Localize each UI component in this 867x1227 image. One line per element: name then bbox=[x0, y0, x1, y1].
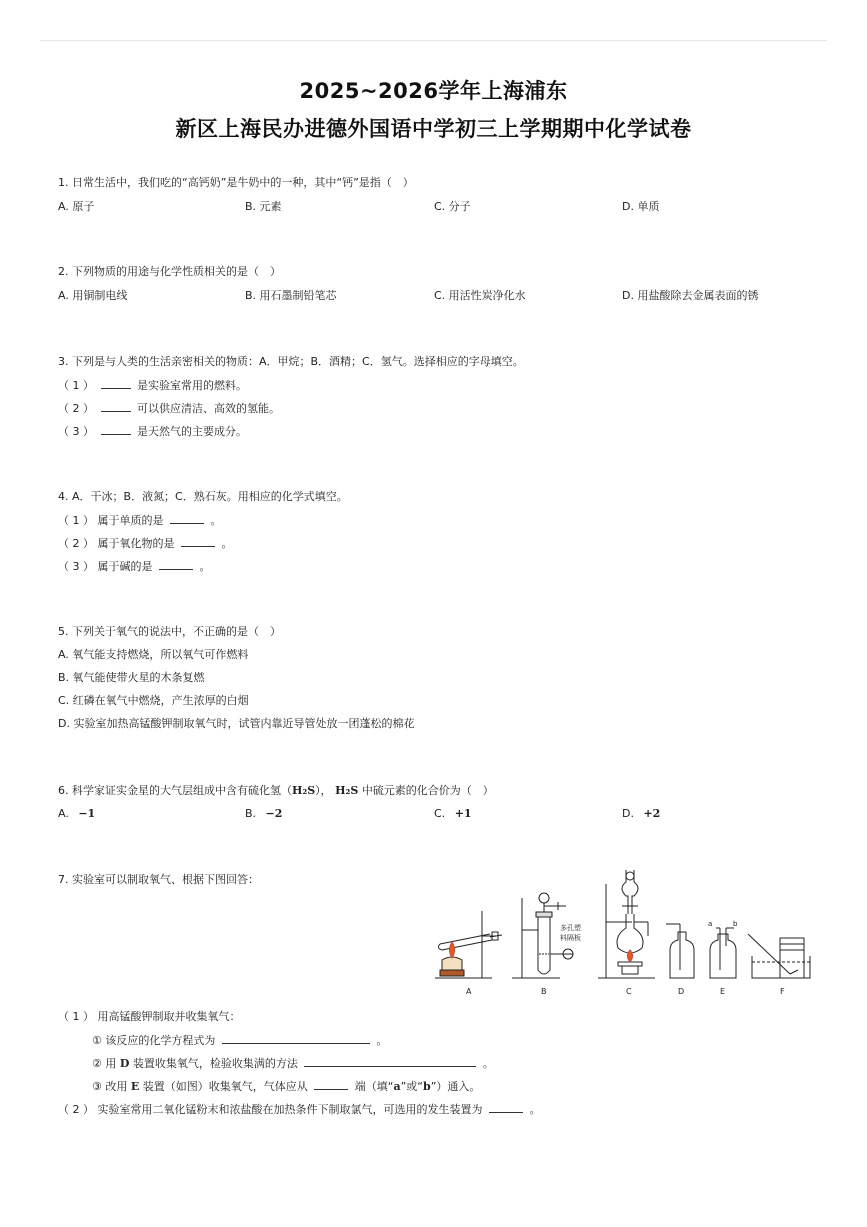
apparatus-e bbox=[708, 920, 738, 978]
q6-option-c-value: +1 bbox=[454, 807, 472, 820]
q6-stem-post: 中硫元素的化合价为（ ） bbox=[361, 784, 494, 797]
q2-option-d[interactable]: D. 用盐酸除去金属表面的锈 bbox=[622, 289, 759, 302]
q5-option-d[interactable]: D. 实验室加热高锰酸钾制取氧气时，试管内靠近导管处放一团蓬松的棉花 bbox=[58, 717, 415, 730]
apparatus-c bbox=[598, 870, 655, 978]
q7-sub1-c-or: ”或“ bbox=[400, 1080, 423, 1093]
q5-option-a[interactable]: A. 氧气能支持燃烧，所以氧气可作燃料 bbox=[58, 648, 249, 661]
q2-option-c[interactable]: C. 用活性炭净化水 bbox=[434, 289, 526, 302]
q3-blank-3[interactable] bbox=[101, 424, 131, 435]
q6-option-d-letter: D. bbox=[622, 807, 634, 820]
q4-item-1-end: 。 bbox=[210, 514, 222, 527]
q3-blank-1[interactable] bbox=[101, 378, 131, 389]
port-a-label: a bbox=[708, 920, 713, 928]
q3-blank-2[interactable] bbox=[101, 401, 131, 412]
label-d: D bbox=[678, 987, 685, 996]
q3-item-3-num: （ 3 ） bbox=[58, 425, 94, 438]
q7-sub1-c-b: b bbox=[423, 1080, 431, 1093]
q1-stem: 1. 日常生活中，我们吃的“高钙奶”是牛奶中的一种，其中“钙”是指（ ） bbox=[58, 176, 414, 189]
q6-formula-2: H₂S bbox=[335, 784, 359, 797]
q4-stem: 4. A．干冰；B．液氮；C．熟石灰。用相应的化学式填空。 bbox=[58, 490, 348, 503]
q4-blank-3[interactable] bbox=[159, 559, 193, 570]
q4-item-2-text: （ 2 ） 属于氧化物的是 bbox=[58, 537, 175, 550]
q6-option-b[interactable] bbox=[245, 807, 282, 821]
q2-stem: 2. 下列物质的用途与化学性质相关的是（ ） bbox=[58, 265, 281, 278]
q6-option-d[interactable] bbox=[622, 807, 660, 821]
page-top-rule bbox=[40, 40, 827, 41]
q5-option-c[interactable]: C. 红磷在氧气中燃烧，产生浓厚的白烟 bbox=[58, 694, 249, 707]
apparatus-d bbox=[666, 924, 694, 978]
exam-title-line1: 2025~2026学年上海浦东 bbox=[299, 79, 568, 103]
q3-item-3-text: 是天然气的主要成分。 bbox=[137, 425, 247, 438]
q6-option-b-value: −2 bbox=[265, 807, 283, 820]
q7-sub1-b-pre: ② 用 bbox=[92, 1057, 117, 1070]
q4-item-3 bbox=[58, 559, 211, 574]
q7-sub2 bbox=[58, 1102, 541, 1117]
q6-stem bbox=[58, 784, 494, 798]
q6-stem-mid: ）， bbox=[315, 784, 332, 797]
porous-plate-label-2: 料隔板 bbox=[560, 934, 581, 942]
q3-item-2-text: 可以供应清洁、高效的氢能。 bbox=[137, 402, 280, 415]
q7-sub1-c-post: 端（填“ bbox=[354, 1080, 394, 1093]
q2-option-b[interactable]: B. 用石墨制铅笔芯 bbox=[245, 289, 337, 302]
q1-option-b[interactable]: B. 元素 bbox=[245, 200, 282, 213]
label-b: B bbox=[541, 987, 547, 996]
q7-sub1-a-end: 。 bbox=[376, 1034, 388, 1047]
q4-item-1-text: （ 1 ） 属于单质的是 bbox=[58, 514, 164, 527]
q5-option-b[interactable]: B. 氧气能使带火星的木条复燃 bbox=[58, 671, 205, 684]
q4-item-3-text: （ 3 ） 属于碱的是 bbox=[58, 560, 153, 573]
label-f: F bbox=[780, 987, 785, 996]
q7-method-blank[interactable] bbox=[304, 1056, 476, 1067]
lab-apparatus-figure bbox=[430, 866, 815, 1001]
apparatus-f bbox=[748, 934, 810, 978]
q6-option-c[interactable] bbox=[434, 807, 472, 821]
q3-item-1-num: （ 1 ） bbox=[58, 379, 94, 392]
port-b-label: b bbox=[733, 920, 738, 928]
q7-sub1-c-pre: ③ 改用 bbox=[92, 1080, 128, 1093]
q6-option-a-letter: A. bbox=[58, 807, 69, 820]
q6-option-d-value: +2 bbox=[643, 807, 661, 820]
q1-option-c[interactable]: C. 分子 bbox=[434, 200, 471, 213]
q7-port-blank[interactable] bbox=[314, 1079, 348, 1090]
q7-sub1-heading: （ 1 ） 用高锰酸钾制取并收集氧气： bbox=[58, 1010, 241, 1023]
q5-stem: 5. 下列关于氧气的说法中，不正确的是（ ） bbox=[58, 625, 281, 638]
q4-item-1 bbox=[58, 513, 222, 528]
label-a: A bbox=[466, 987, 472, 996]
q6-option-a-value: −1 bbox=[78, 807, 96, 820]
q7-sub1-b-end: 。 bbox=[482, 1057, 494, 1070]
q2-option-a[interactable]: A. 用铜制电线 bbox=[58, 289, 128, 302]
q7-sub1-a-text: ① 该反应的化学方程式为 bbox=[92, 1034, 216, 1047]
q3-item-2 bbox=[58, 401, 280, 416]
q7-sub1-b bbox=[92, 1056, 494, 1071]
q7-sub1-b-text: 装置收集氧气，检验收集满的方法 bbox=[132, 1057, 298, 1070]
apparatus-drawing bbox=[430, 866, 815, 1001]
exam-title-line2: 新区上海民办进德外国语中学初三上学期期中化学试卷 bbox=[175, 117, 692, 141]
q3-item-3 bbox=[58, 424, 247, 439]
q7-sub1-c-end: ”）通入。 bbox=[430, 1080, 481, 1093]
apparatus-a bbox=[435, 911, 502, 978]
q4-blank-1[interactable] bbox=[170, 513, 204, 524]
q7-sub2-end: 。 bbox=[529, 1103, 541, 1116]
q7-stem: 7. 实验室可以制取氧气、根据下图回答： bbox=[58, 873, 259, 886]
q1-option-d[interactable]: D. 单质 bbox=[622, 200, 660, 213]
q4-blank-2[interactable] bbox=[181, 536, 215, 547]
label-c: C bbox=[626, 987, 632, 996]
q7-sub1-c-mid: 装置（如图）收集氧气，气体应从 bbox=[142, 1080, 308, 1093]
q3-item-2-num: （ 2 ） bbox=[58, 402, 94, 415]
q7-sub2-blank[interactable] bbox=[489, 1102, 523, 1113]
q7-sub1-c bbox=[92, 1079, 480, 1094]
q6-formula-1: H₂S bbox=[292, 784, 316, 797]
q6-option-c-letter: C. bbox=[434, 807, 446, 820]
q7-equation-blank[interactable] bbox=[222, 1033, 370, 1044]
q1-option-a[interactable]: A. 原子 bbox=[58, 200, 95, 213]
q4-item-2 bbox=[58, 536, 233, 551]
q6-option-b-letter: B. bbox=[245, 807, 257, 820]
label-e: E bbox=[720, 987, 726, 996]
q4-item-3-end: 。 bbox=[199, 560, 211, 573]
q6-option-a[interactable] bbox=[58, 807, 95, 821]
q7-sub2-text: （ 2 ） 实验室常用二氧化锰粉末和浓盐酸在加热条件下制取氯气，可选用的发生装置为 bbox=[58, 1103, 483, 1116]
q3-stem: 3. 下列是与人类的生活亲密相关的物质：A．甲烷；B．酒精；C．氢气。选择相应的字母填空。 bbox=[58, 355, 524, 368]
q3-item-1 bbox=[58, 378, 247, 393]
q7-sub1-a bbox=[92, 1033, 387, 1048]
q7-sub1-b-letter: D bbox=[119, 1057, 130, 1070]
q3-item-1-text: 是实验室常用的燃料。 bbox=[137, 379, 247, 392]
q6-stem-pre: 6. 科学家证实金星的大气层组成中含有硫化氢（ bbox=[58, 784, 292, 797]
q7-sub1-c-a: a bbox=[393, 1080, 401, 1093]
q7-sub1-c-letter: E bbox=[130, 1080, 140, 1093]
porous-plate-label-1: 多孔塑 bbox=[560, 924, 581, 932]
q4-item-2-end: 。 bbox=[221, 537, 233, 550]
